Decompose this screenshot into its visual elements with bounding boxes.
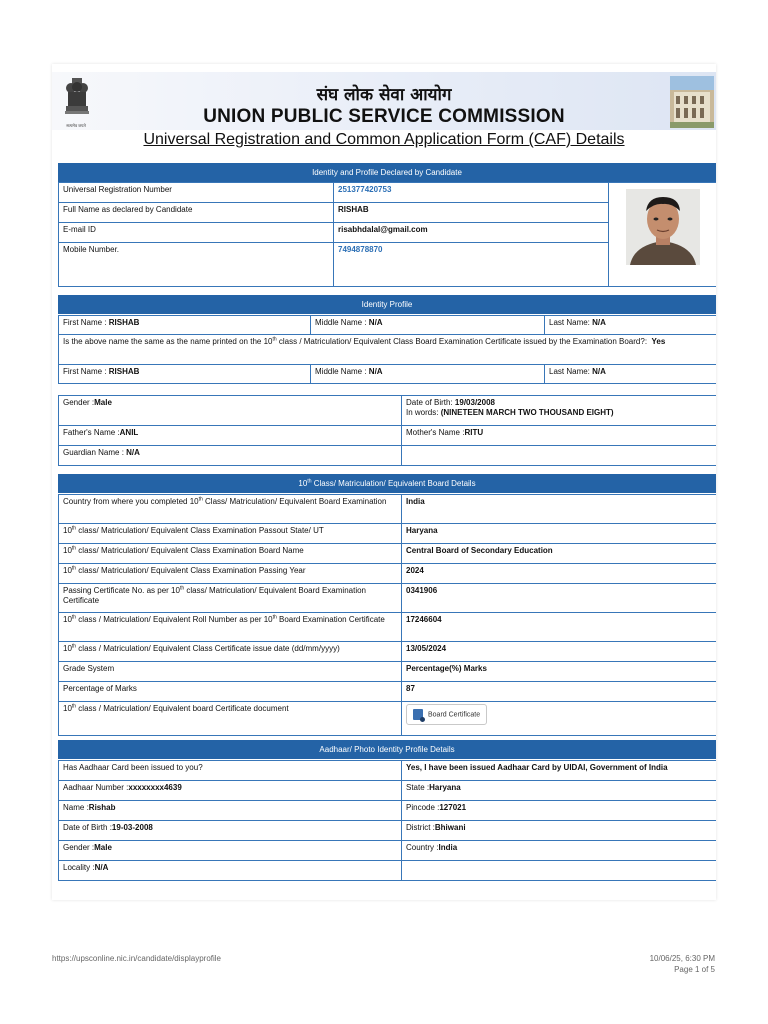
passing-year-value: 2024 [402, 564, 717, 584]
aadhaar-country-field: Country :India [402, 841, 717, 861]
middle-name-field-2: Middle Name : N/A [311, 365, 545, 384]
grade-system-label: Grade System [59, 662, 402, 682]
full-name-label: Full Name as declared by Candidate [59, 203, 334, 223]
identity-section-header: Identity and Profile Declared by Candidate [58, 163, 716, 182]
candidate-photo-cell [609, 183, 717, 287]
name-match-question: Is the above name the same as the name printed on the 10th class / Matriculation/ Equivalent Class Board Examination Certificate issued by the Examination Board?: Yes [59, 335, 717, 365]
issue-date-label: 10th class / Matriculation/ Equivalent Class Certificate issue date (dd/mm/yyyy) [59, 642, 402, 662]
upsc-header-banner [52, 72, 716, 130]
document-icon [413, 709, 423, 720]
page-number: Page 1 of 5 [674, 965, 715, 974]
hindi-title: संघ लोक सेवा आयोग [316, 85, 452, 105]
certificate-document-label: 10th class / Matriculation/ Equivalent board Certificate document [59, 702, 402, 736]
identity-profile-header: Identity Profile [58, 295, 716, 314]
aadhaar-section-header: Aadhaar/ Photo Identity Profile Details [58, 740, 716, 759]
father-name-field: Father's Name :ANIL [59, 426, 402, 446]
last-name-field-2: Last Name: N/A [545, 365, 717, 384]
dob-field: Date of Birth: 19/03/2008 In words: (NINETEEN MARCH TWO THOUSAND EIGHT) [402, 396, 717, 426]
middle-name-field: Middle Name : N/A [311, 316, 545, 335]
print-datetime: 10/06/25, 6:30 PM [649, 954, 715, 963]
aadhaar-table [58, 760, 716, 881]
registration-number-value: 251377420753 [334, 183, 609, 203]
english-title: UNION PUBLIC SERVICE COMMISSION [203, 106, 565, 127]
board-certificate-label: Board Certificate [428, 711, 481, 719]
aadhaar-empty-cell [402, 861, 717, 881]
tenth-class-table [58, 494, 716, 736]
percentage-label: Percentage of Marks [59, 682, 402, 702]
aadhaar-number-field: Aadhaar Number :xxxxxxxx4639 [59, 781, 402, 801]
candidate-photo [626, 189, 700, 265]
full-name-value: RISHAB [334, 203, 609, 223]
aadhaar-locality-field: Locality :N/A [59, 861, 402, 881]
email-label: E-mail ID [59, 223, 334, 243]
country-completed-value: India [402, 495, 717, 524]
identity-table [58, 182, 716, 287]
first-name-field-2: First Name : RISHAB [59, 365, 311, 384]
emblem-motto: सत्यमेव जयते [66, 123, 86, 128]
aadhaar-gender-field: Gender :Male [59, 841, 402, 861]
board-name-label: 10th class/ Matriculation/ Equivalent Class Examination Board Name [59, 544, 402, 564]
building-icon [670, 76, 714, 128]
passout-state-value: Haryana [402, 524, 717, 544]
grade-system-value: Percentage(%) Marks [402, 662, 717, 682]
email-value: risabhdalal@gmail.com [334, 223, 609, 243]
aadhaar-district-field: District :Bhiwani [402, 821, 717, 841]
percentage-value: 87 [402, 682, 717, 702]
page-url: https://upsconline.nic.in/candidate/displayprofile [52, 954, 221, 963]
first-name-field: First Name : RISHAB [59, 316, 311, 335]
board-certificate-button[interactable] [406, 704, 487, 725]
issue-date-value: 13/05/2024 [402, 642, 717, 662]
aadhaar-issued-value: Yes, I have been issued Aadhaar Card by UIDAI, Government of India [402, 761, 717, 781]
board-name-value: Central Board of Secondary Education [402, 544, 717, 564]
mother-name-field: Mother's Name :RITU [402, 426, 717, 446]
identity-profile-table [58, 315, 716, 384]
form-title: Universal Registration and Common Application Form (CAF) Details [143, 131, 625, 148]
aadhaar-pincode-field: Pincode :127021 [402, 801, 717, 821]
document-page [52, 64, 716, 900]
certificate-document-cell [402, 702, 717, 736]
mobile-value: 7494878870 [334, 243, 609, 287]
guardian-name-field: Guardian Name : N/A [59, 446, 402, 466]
aadhaar-state-field: State :Haryana [402, 781, 717, 801]
registration-number-label: Universal Registration Number [59, 183, 334, 203]
aadhaar-issued-label: Has Aadhaar Card been issued to you? [59, 761, 402, 781]
last-name-field: Last Name: N/A [545, 316, 717, 335]
aadhaar-name-field: Name :Rishab [59, 801, 402, 821]
certificate-number-label: Passing Certificate No. as per 10th class/ Matriculation/ Equivalent Board Examination Certificate [59, 584, 402, 613]
passing-year-label: 10th class/ Matriculation/ Equivalent Class Examination Passing Year [59, 564, 402, 584]
mobile-label: Mobile Number. [59, 243, 334, 287]
aadhaar-dob-field: Date of Birth :19-03-2008 [59, 821, 402, 841]
country-completed-label: Country from where you completed 10th Class/ Matriculation/ Equivalent Board Examination [59, 495, 402, 524]
tenth-class-header: 10th Class/ Matriculation/ Equivalent Board Details [58, 474, 716, 493]
passout-state-label: 10th class/ Matriculation/ Equivalent Class Examination Passout State/ UT [59, 524, 402, 544]
personal-details-table [58, 395, 716, 466]
gender-field: Gender :Male [59, 396, 402, 426]
roll-number-label: 10th class / Matriculation/ Equivalent Roll Number as per 10th Board Examination Certificate [59, 613, 402, 642]
roll-number-value: 17246604 [402, 613, 717, 642]
certificate-number-value: 0341906 [402, 584, 717, 613]
empty-cell [402, 446, 717, 466]
